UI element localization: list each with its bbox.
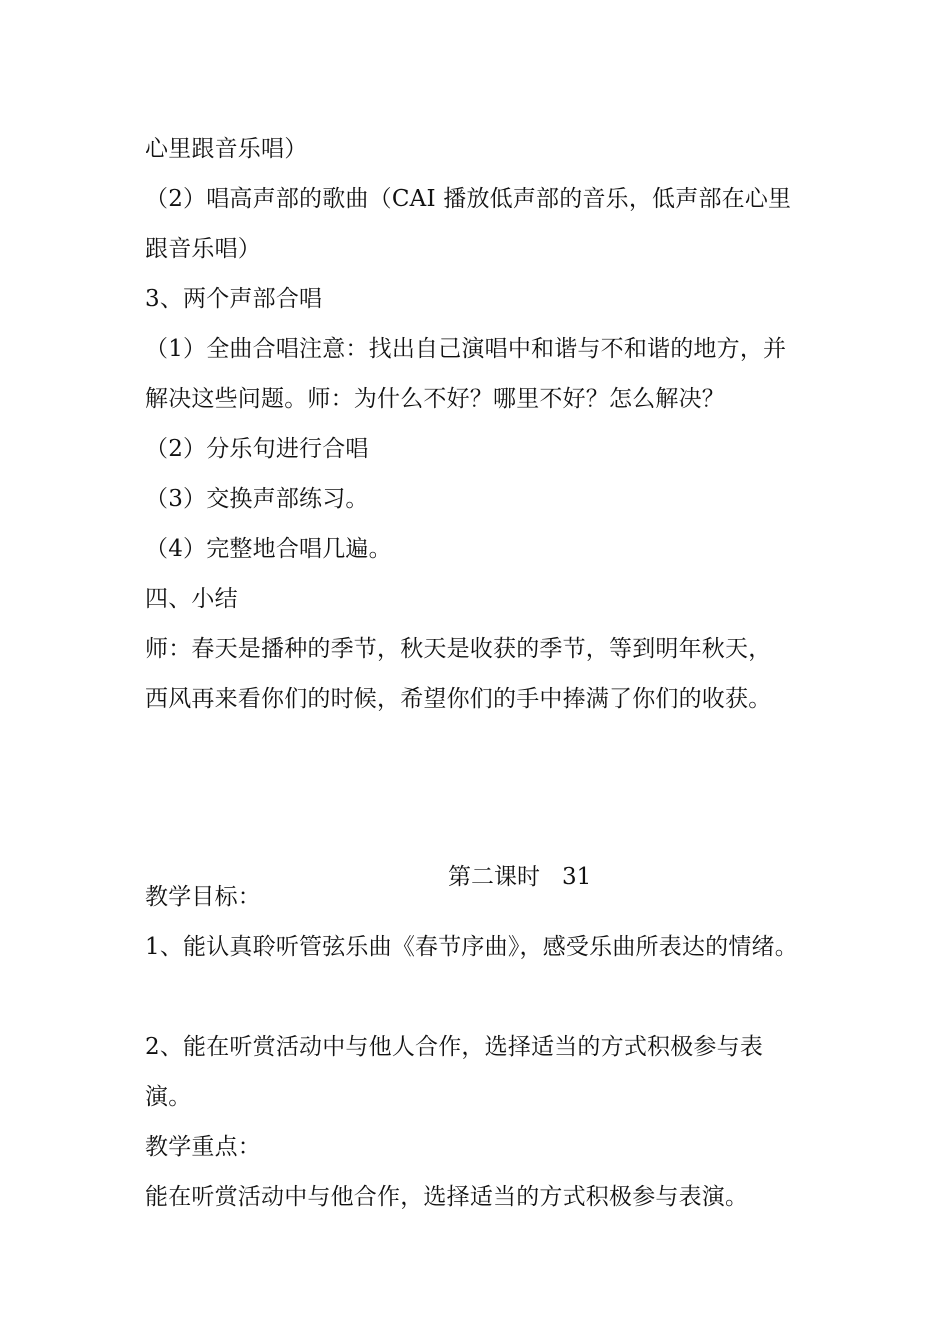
text-line: 能在听赏活动中与他合作，选择适当的方式积极参与表演。 xyxy=(145,1184,749,1210)
text-line: 教学重点： xyxy=(145,1134,261,1160)
text-line: 心里跟音乐唱） xyxy=(145,136,308,162)
text-line: （2）分乐句进行合唱 xyxy=(145,436,369,462)
text-line: （1）全曲合唱注意：找出自己演唱中和谐与不和谐的地方，并 xyxy=(145,336,787,362)
text-line: 跟音乐唱） xyxy=(145,236,261,262)
text-line: （2）唱高声部的歌曲（CAI 播放低声部的音乐，低声部在心里 xyxy=(145,186,792,212)
text-line: 教学目标： xyxy=(145,884,261,910)
text-line: （4）完整地合唱几遍。 xyxy=(145,536,392,562)
text-line: 2、能在听赏活动中与他人合作，选择适当的方式积极参与表 xyxy=(145,1034,764,1060)
text-line: （3）交换声部练习。 xyxy=(145,486,369,512)
text-line: 师：春天是播种的季节，秋天是收获的季节，等到明年秋天， xyxy=(145,636,772,662)
text-line: 四、小结 xyxy=(145,586,238,612)
section-title-text: 第二课时 31 xyxy=(448,864,592,890)
text-line: 3、两个声部合唱 xyxy=(145,286,323,312)
text-line: 解决这些问题。师：为什么不好？哪里不好？怎么解决？ xyxy=(145,386,725,412)
text-line: 西风再来看你们的时候，希望你们的手中捧满了你们的收获。 xyxy=(145,686,772,712)
text-line: 演。 xyxy=(145,1084,192,1110)
text-line: 1、能认真聆听管弦乐曲《春节序曲》，感受乐曲所表达的情绪。 xyxy=(145,934,798,960)
